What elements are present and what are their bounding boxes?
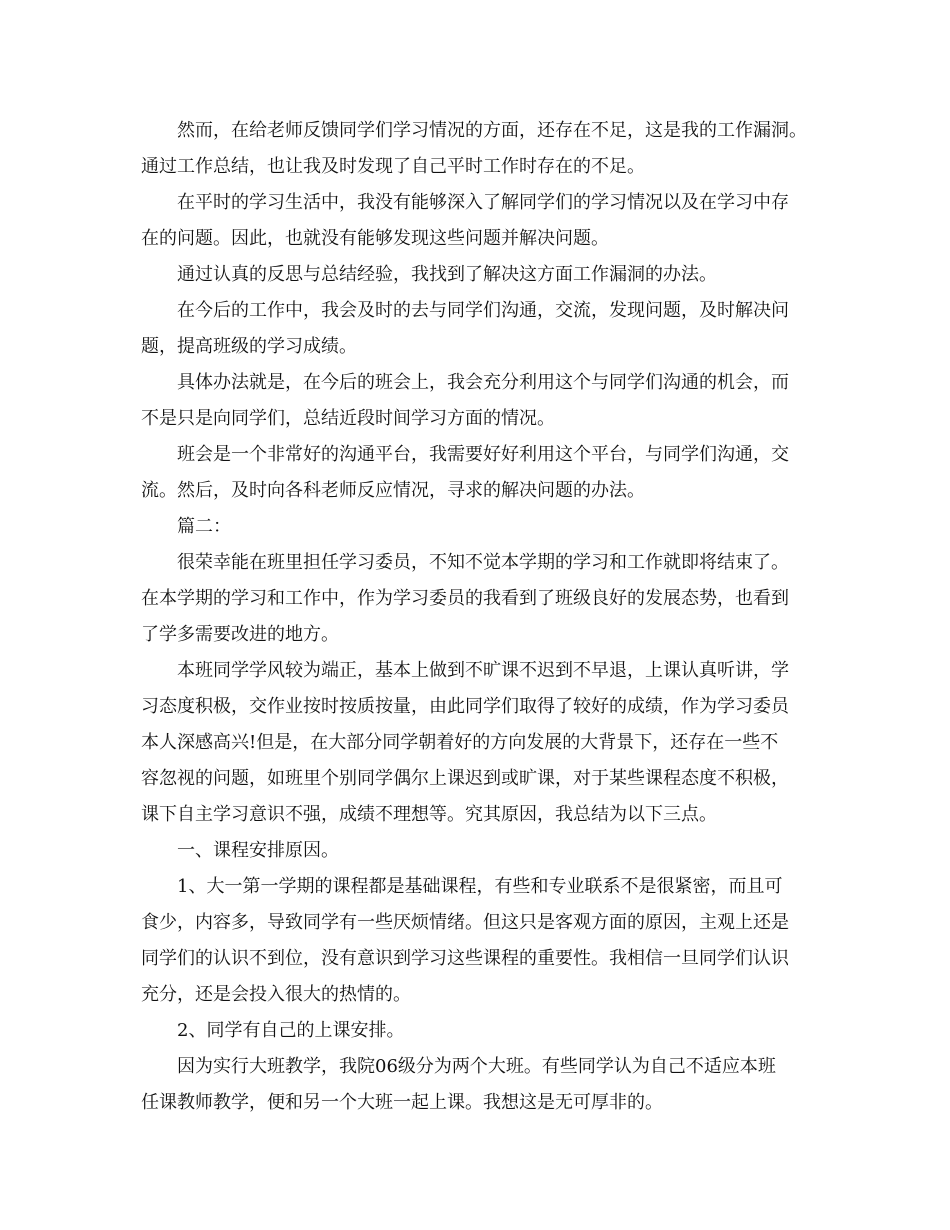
paragraph-line: 习态度积极，交作业按时按质按量，由此同学们取得了较好的成绩，作为学习委员 [141,696,789,717]
paragraph-line: 因为实行大班教学，我院06级分为两个大班。有些同学认为自己不适应本班 [177,1056,776,1077]
section-heading: 篇二： [177,516,231,537]
paragraph-line: 很荣幸能在班里担任学习委员，不知不觉本学期的学习和工作就即将结束了。 [177,552,789,573]
paragraph-line: 食少，内容多，导致同学有一些厌烦情绪。但这只是客观方面的原因，主观上还是 [141,912,789,933]
list-heading: 2、同学有自己的上课安排。 [177,1020,405,1041]
paragraph-line: 容忽视的问题，如班里个别同学偶尔上课迟到或旷课，对于某些课程态度不积极， [141,768,789,789]
paragraph-line: 充分，还是会投入很大的热情的。 [141,984,411,1005]
paragraph-line: 本人深感高兴!但是，在大部分同学朝着好的方向发展的大背景下，还存在一些不 [141,732,779,753]
paragraph-line: 在今后的工作中，我会及时的去与同学们沟通，交流，发现问题，及时解决问 [177,300,789,321]
paragraph-line: 课下自主学习意识不强，成绩不理想等。究其原因，我总结为以下三点。 [141,804,717,825]
paragraph-line: 同学们的认识不到位，没有意识到学习这些课程的重要性。我相信一旦同学们认识 [141,948,789,969]
paragraph-line: 具体办法就是，在今后的班会上，我会充分利用这个与同学们沟通的机会，而 [177,372,789,393]
paragraph-line: 了学多需要改进的地方。 [141,624,339,645]
paragraph-line: 1、大一第一学期的课程都是基础课程，有些和专业联系不是很紧密，而且可 [177,876,783,897]
paragraph-line: 班会是一个非常好的沟通平台，我需要好好利用这个平台，与同学们沟通，交 [177,444,789,465]
paragraph-line: 在的问题。因此，也就没有能够发现这些问题并解决问题。 [141,228,609,249]
list-heading: 一、课程安排原因。 [177,840,339,861]
paragraph-line: 流。然后，及时向各科老师反应情况，寻求的解决问题的办法。 [141,480,645,501]
paragraph-line: 本班同学学风较为端正，基本上做到不旷课不迟到不早退，上课认真听讲，学 [177,660,789,681]
paragraph-line: 在平时的学习生活中，我没有能够深入了解同学们的学习情况以及在学习中存 [177,192,789,213]
paragraph-line: 不是只是向同学们，总结近段时间学习方面的情况。 [141,408,555,429]
paragraph-line: 通过认真的反思与总结经验，我找到了解决这方面工作漏洞的办法。 [177,264,717,285]
paragraph-line: 通过工作总结，也让我及时发现了自己平时工作时存在的不足。 [141,156,645,177]
paragraph-line: 任课教师教学，便和另一个大班一起上课。我想这是无可厚非的。 [141,1092,663,1113]
paragraph-line: 题，提高班级的学习成绩。 [141,336,357,357]
paragraph-line: 在本学期的学习和工作中，作为学习委员的我看到了班级良好的发展态势，也看到 [141,588,789,609]
paragraph-line: 然而，在给老师反馈同学们学习情况的方面，还存在不足，这是我的工作漏洞。 [177,120,807,141]
